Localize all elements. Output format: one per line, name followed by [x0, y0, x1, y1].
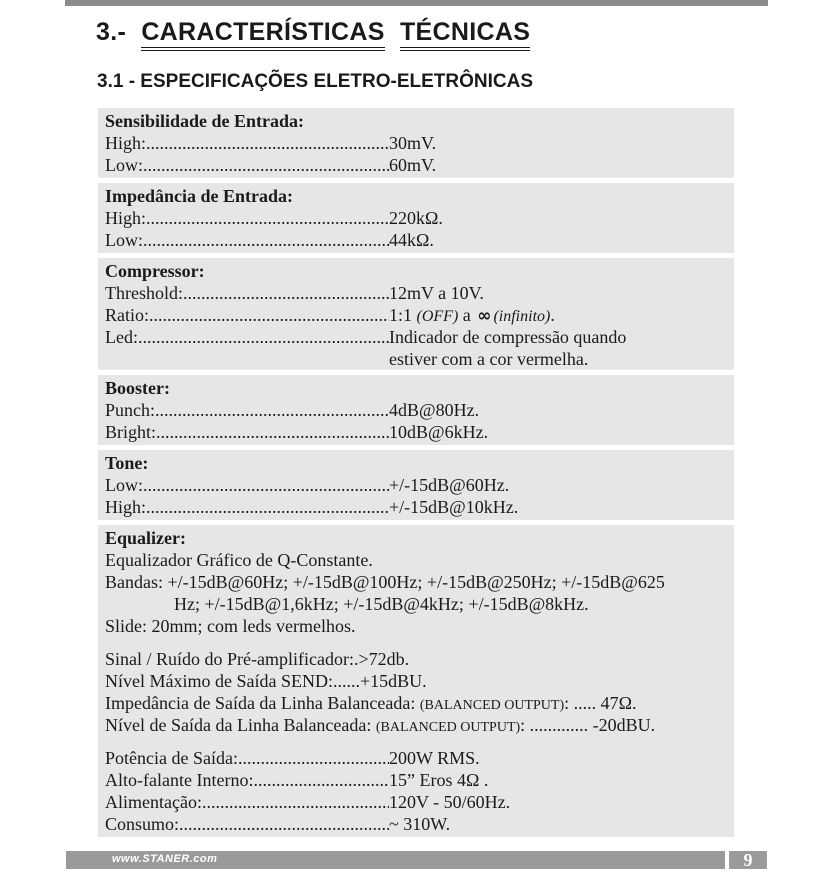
spec-label: High: .....: [105, 132, 389, 154]
spec-label: Low: .....: [105, 474, 389, 496]
spec-value: 44kΩ.: [389, 230, 434, 250]
panel-title: Impedância de Entrada:: [105, 186, 294, 206]
spec-label: High: .....: [105, 496, 389, 518]
spec-label: Led: .....: [105, 326, 389, 348]
spec-value: 30mV.: [389, 133, 437, 153]
spec-row: [105, 769, 730, 791]
spec-label: Punch: .....: [105, 399, 389, 421]
spec-label: Consumo: .....: [105, 813, 389, 835]
spec-panel-tone: [98, 450, 734, 520]
spec-line: Impedância de Saída da Linha Balanceada: (BALANCED OUTPUT): ..... 47Ω.: [105, 693, 637, 713]
spec-row: [105, 813, 730, 835]
spec-row: [105, 474, 730, 496]
spec-line: Equalizador Gráfico de Q-Constante.: [105, 550, 373, 570]
spec-row: [105, 282, 730, 304]
spec-row: [105, 747, 730, 769]
spec-row: [105, 207, 730, 229]
spec-value: ~ 310W.: [389, 814, 451, 834]
spec-row-continuation: estiver com a cor vermelha.: [389, 349, 589, 369]
spec-line: Nível Máximo de Saída SEND:......+15dBU.: [105, 671, 427, 691]
spec-label: Alimentação: .....: [105, 791, 389, 813]
panel-title: Sensibilidade de Entrada:: [105, 111, 305, 131]
spec-value: 60mV.: [389, 155, 437, 175]
section-number: 3.-: [96, 18, 127, 46]
spec-row: [105, 399, 730, 421]
footer-bar: [66, 851, 725, 869]
panel-title: Booster:: [105, 378, 170, 398]
spec-label: Bright: .....: [105, 421, 389, 443]
spec-panel-equalizer: [98, 525, 734, 837]
subsection-title: 3.1 - ESPECIFICAÇÕES ELETRO-ELETRÔNICAS: [97, 71, 533, 92]
spec-panel-sensibilidade: [98, 108, 734, 178]
spec-value: 1:1 (OFF) a ∞ (infinito).: [389, 305, 555, 326]
section-title: [96, 18, 530, 47]
section-title-word-2: TÉCNICAS: [400, 18, 530, 51]
spec-value: 200W RMS.: [389, 748, 480, 768]
spec-label: Low: .....: [105, 154, 389, 176]
spec-row: [105, 229, 730, 251]
spec-row: [105, 496, 730, 518]
spec-label: Low: .....: [105, 229, 389, 251]
spec-line: Bandas: +/-15dB@60Hz; +/-15dB@100Hz; +/-15dB@250Hz; +/-15dB@625: [105, 572, 665, 592]
spec-value: 10dB@6kHz.: [389, 422, 489, 442]
spec-value: 120V - 50/60Hz.: [389, 792, 511, 812]
spec-value: 15” Eros 4Ω .: [389, 770, 489, 790]
spec-label: Alto-falante Interno: .....: [105, 769, 389, 791]
footer-url: www.STANER.com: [112, 853, 218, 865]
spec-label: Threshold: .....: [105, 282, 389, 304]
spec-label: High: .....: [105, 207, 389, 229]
page-number: 9: [743, 850, 753, 870]
spec-line: Slide: 20mm; com leds vermelhos.: [105, 616, 356, 636]
spec-value: 220kΩ.: [389, 208, 443, 228]
spec-value: +/-15dB@60Hz.: [389, 475, 510, 495]
spec-row: [105, 304, 730, 326]
spec-row: [105, 154, 730, 176]
spec-line: Nível de Saída da Linha Balanceada: (BALANCED OUTPUT): ............. -20dBU.: [105, 715, 656, 735]
panel-title: Tone:: [105, 453, 149, 473]
spec-value: Indicador de compressão quando: [389, 327, 627, 347]
spec-panel-compressor: [98, 258, 734, 370]
spec-row: [105, 791, 730, 813]
panel-title: Equalizer:: [105, 528, 186, 548]
infinity-symbol: ∞: [477, 306, 492, 326]
section-title-word-1: CARACTERÍSTICAS: [141, 18, 384, 51]
header-bar: [65, 0, 768, 6]
spec-line: Sinal / Ruído do Pré-amplificador:.>72db.: [105, 649, 410, 669]
spec-panel-booster: [98, 375, 734, 445]
spec-label: Ratio: .....: [105, 304, 389, 326]
spec-value: 4dB@80Hz.: [389, 400, 480, 420]
spec-value: 12mV a 10V.: [389, 283, 484, 303]
spec-row: [105, 421, 730, 443]
spec-label: Potência de Saída: .....: [105, 747, 389, 769]
spec-row: [105, 326, 730, 348]
spec-value: +/-15dB@10kHz.: [389, 497, 519, 517]
spec-panel-impedancia: [98, 183, 734, 253]
panel-title: Compressor:: [105, 261, 205, 281]
spec-line: Hz; +/-15dB@1,6kHz; +/-15dB@4kHz; +/-15dB@8kHz.: [174, 594, 589, 614]
spec-row: [105, 132, 730, 154]
page-number-box: [729, 851, 767, 869]
